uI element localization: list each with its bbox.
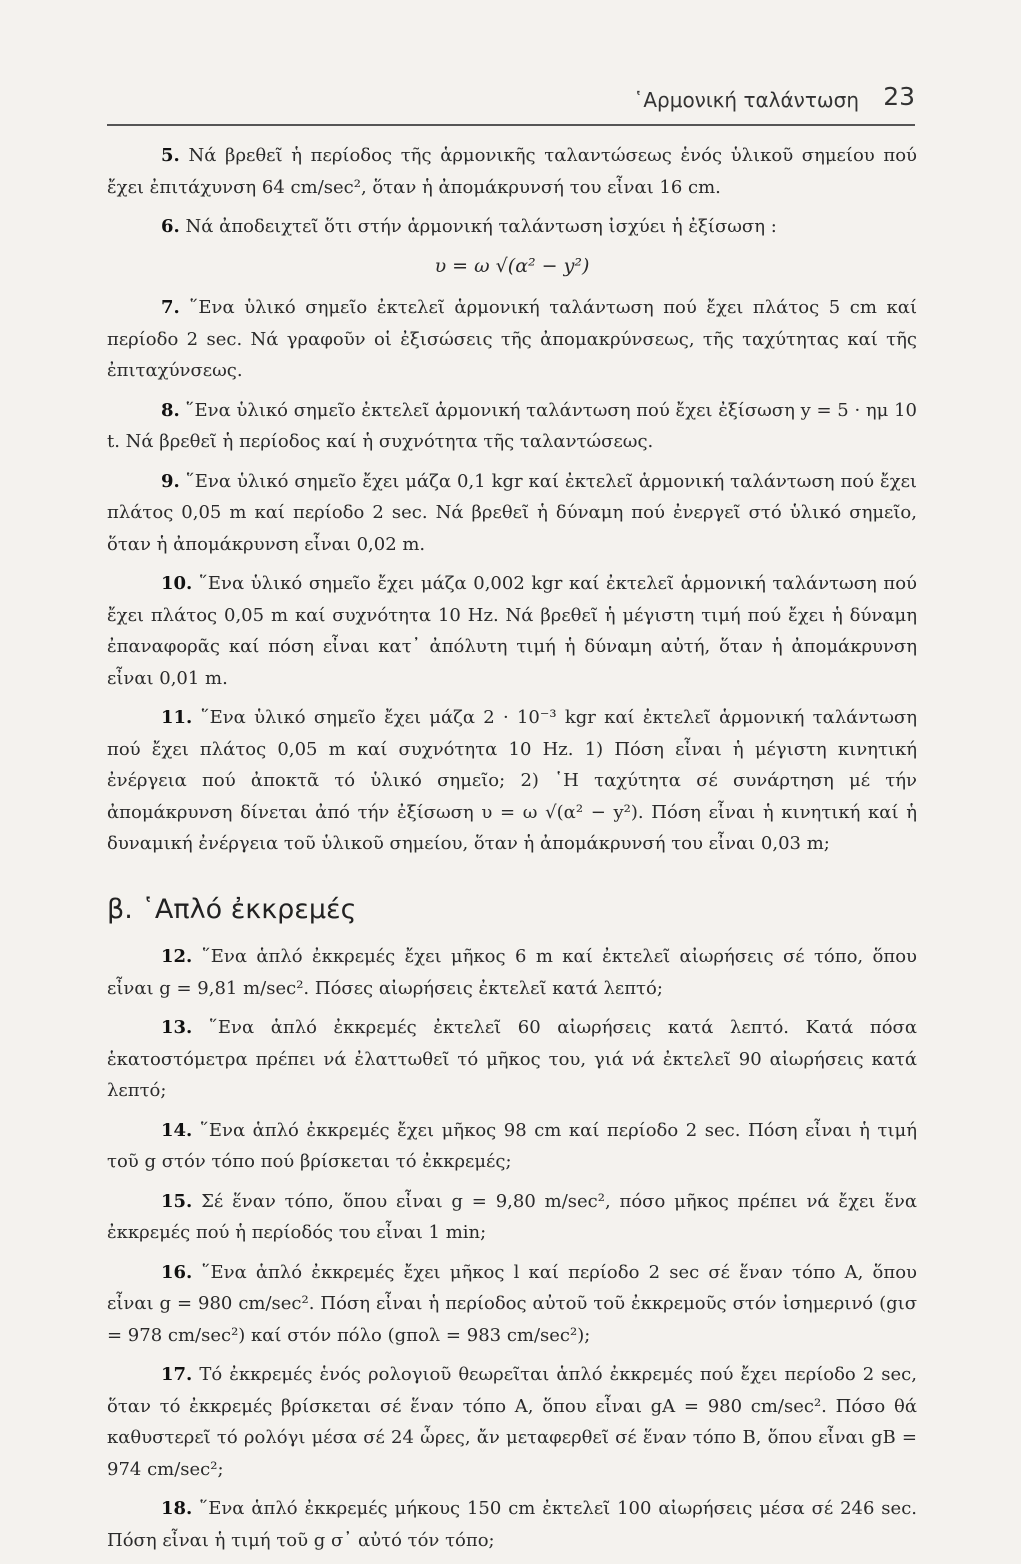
problem-text: ῞Ενα ἁπλό ἐκκρεμές ἔχει μῆκος l καί περίοδο 2 sec σέ ἕναν τόπο Α, ὅπου εἶναι g = 980 cm/sec². Πόση εἶναι ἡ περίοδος αὐτοῦ τοῦ ἐκκρεμοῦς στόν ἰσημερινό (gισ = 978 cm/sec²) καί στόν πόλο (gπολ = 983 cm/sec²); [107, 1261, 917, 1346]
problem-text: Τό ἐκκρεμές ἑνός ρολογιοῦ θεωρεῖται ἁπλό ἐκκρεμές πού ἔχει περίοδο 2 sec, ὅταν τό ἐκκρεμές βρίσκεται σέ ἕναν τόπο Α, ὅπου εἶναι gA = 980 cm/sec². Πόσο θά καθυστερεῖ τό ρολόγι μέσα σέ 24 ὧρες, ἄν μεταφερθεῖ σέ ἕναν τόπο Β, ὅπου εἶναι gB = 974 cm/sec²; [107, 1364, 917, 1480]
problem-number: 18. [161, 1498, 193, 1519]
problem-number: 15. [161, 1190, 193, 1212]
page-content [107, 140, 917, 1564]
velocity-formula: υ = ω √(α² − y²) [434, 254, 590, 277]
problem-15 [107, 1186, 917, 1249]
problem-12 [107, 941, 917, 1004]
problem-number: 11. [161, 707, 193, 728]
problem-number: 9. [161, 470, 180, 492]
problem-13 [107, 1012, 917, 1107]
problem-text: ῞Ενα ὑλικό σημεῖο ἔχει μάζα 0,1 kgr καί ἐκτελεῖ ἁρμονική ταλάντωση πού ἔχει πλάτος 0,05 m καί περίοδο 2 sec. Νά βρεθεῖ ἡ δύναμη πού ἐνεργεῖ στό ὑλικό σημεῖο, ὅταν ἡ ἀπομάκρυνση εἶναι 0,02 m. [107, 470, 917, 555]
problem-text: ῞Ενα ὑλικό σημεῖο ἐκτελεῖ ἁρμονική ταλάντωση πού ἔχει πλάτος 5 cm καί περίοδο 2 sec. Νά γραφοῦν οἱ ἐξισώσεις τῆς ἀπομακρύνσεως, τῆς ταχύτητας καί τῆς ἐπιταχύνσεως. [107, 297, 917, 381]
page-header [107, 84, 915, 126]
problem-number: 16. [161, 1261, 193, 1283]
problem-text: ῞Ενα ὑλικό σημεῖο ἐκτελεῖ ἁρμονική ταλάντωση πού ἔχει ἐξίσωση y = 5 · ημ 10 t. Νά βρεθεῖ ἡ περίοδος καί ἡ συχνότητα τῆς ταλαντώσεως. [107, 399, 918, 452]
problem-8 [107, 395, 917, 458]
problem-text: ῞Ενα ἁπλό ἐκκρεμές μήκους 150 cm ἐκτελεῖ 100 αἰωρήσεις μέσα σέ 246 sec. Πόση εἶναι ἡ τιμή τοῦ g σ᾿ αὐτό τόν τόπο; [107, 1498, 917, 1551]
problem-text: ῞Ενα ἁπλό ἐκκρεμές ἐκτελεῖ 60 αἰωρήσεις κατά λεπτό. Κατά πόσα ἑκατοστόμετρα πρέπει νά ἐλαττωθεῖ τό μῆκος του, γιά νά ἐκτελεῖ 90 αἰωρήσεις κατά λεπτό; [107, 1017, 917, 1101]
problem-number: 12. [161, 946, 193, 967]
problem-text: ῞Ενα ὑλικό σημεῖο ἔχει μάζα 2 · 10⁻³ kgr καί ἐκτελεῖ ἁρμονική ταλάντωση πού ἔχει πλάτος 0,05 m καί συχνότητα 10 Hz. 1) Πόση εἶναι ἡ μέγιστη κινητική ἐνέργεια πού ἀποκτᾶ τό ὑλικό σημεῖο; 2) ῾Η ταχύτητα σέ συνάρτηση μέ τήν ἀπομάκρυνση δίνεται ἀπό τήν ἐξίσωση υ = ω √(α² − y²). Πόση εἶναι ἡ κινητική καί ἡ δυναμική ἐνέργεια τοῦ ὑλικοῦ σημείου, ὅταν ἡ ἀπομάκρυνσή του εἶναι 0,03 m; [107, 707, 917, 854]
problem-17 [107, 1359, 917, 1485]
page-number: 23 [883, 82, 915, 111]
problem-6 [107, 211, 917, 243]
problem-number: 7. [161, 297, 180, 318]
problem-5 [107, 140, 917, 203]
problem-11 [107, 702, 917, 860]
problem-10 [107, 568, 917, 694]
problem-9 [107, 466, 917, 561]
problem-14 [107, 1115, 917, 1178]
problem-text: Σέ ἕναν τόπο, ὅπου εἶναι g = 9,80 m/sec², πόσο μῆκος πρέπει νά ἔχει ἕνα ἐκκρεμές πού ἡ περίοδός του εἶναι 1 min; [107, 1190, 917, 1243]
problem-number: 17. [161, 1364, 193, 1385]
problem-16 [107, 1257, 917, 1352]
problem-number: 14. [161, 1119, 193, 1141]
problem-text: ῞Ενα ἁπλό ἐκκρεμές ἔχει μῆκος 6 m καί ἐκτελεῖ αἰωρήσεις σέ τόπο, ὅπου εἶναι g = 9,81 m/sec². Πόσες αἰωρήσεις ἐκτελεῖ κατά λεπτό; [107, 946, 917, 999]
problem-text: Νά βρεθεῖ ἡ περίοδος τῆς ἁρμονικῆς ταλαντώσεως ἑνός ὑλικοῦ σημείου πού ἔχει ἐπιτάχυνση 64 cm/sec², ὅταν ἡ ἀπομάκρυνσή του εἶναι 16 cm. [107, 145, 917, 198]
problem-18 [107, 1493, 917, 1556]
problem-number: 5. [161, 145, 180, 166]
problem-text: Νά ἀποδειχτεῖ ὅτι στήν ἁρμονική ταλάντωση ἰσχύει ἡ ἐξίσωση : [185, 216, 777, 237]
problem-text: ῞Ενα ὑλικό σημεῖο ἔχει μάζα 0,002 kgr καί ἐκτελεῖ ἁρμονική ταλάντωση πού ἔχει πλάτος 0,05 m καί συχνότητα 10 Hz. Νά βρεθεῖ ἡ μέγιστη τιμή πού ἔχει ἡ δύναμη ἐπαναφορᾶς καί πόση εἶναι κατ᾿ ἀπόλυτη τιμή ἡ δύναμη αὐτή, ὅταν ἡ ἀπομάκρυνση εἶναι 0,01 m. [107, 573, 917, 689]
section-heading-simple-pendulum: β. ῾Απλό ἐκκρεμές [107, 893, 357, 925]
problem-number: 10. [161, 573, 193, 594]
problem-number: 6. [161, 216, 180, 237]
problem-7 [107, 292, 917, 387]
problem-number: 13. [161, 1017, 193, 1038]
problem-text: ῞Ενα ἁπλό ἐκκρεμές ἔχει μῆκος 98 cm καί περίοδο 2 sec. Πόση εἶναι ἡ τιμή τοῦ g στόν τόπο πού βρίσκεται τό ἐκκρεμές; [107, 1119, 917, 1172]
running-title: ῾Αρμονική ταλάντωση [633, 88, 859, 112]
problem-number: 8. [161, 399, 180, 421]
